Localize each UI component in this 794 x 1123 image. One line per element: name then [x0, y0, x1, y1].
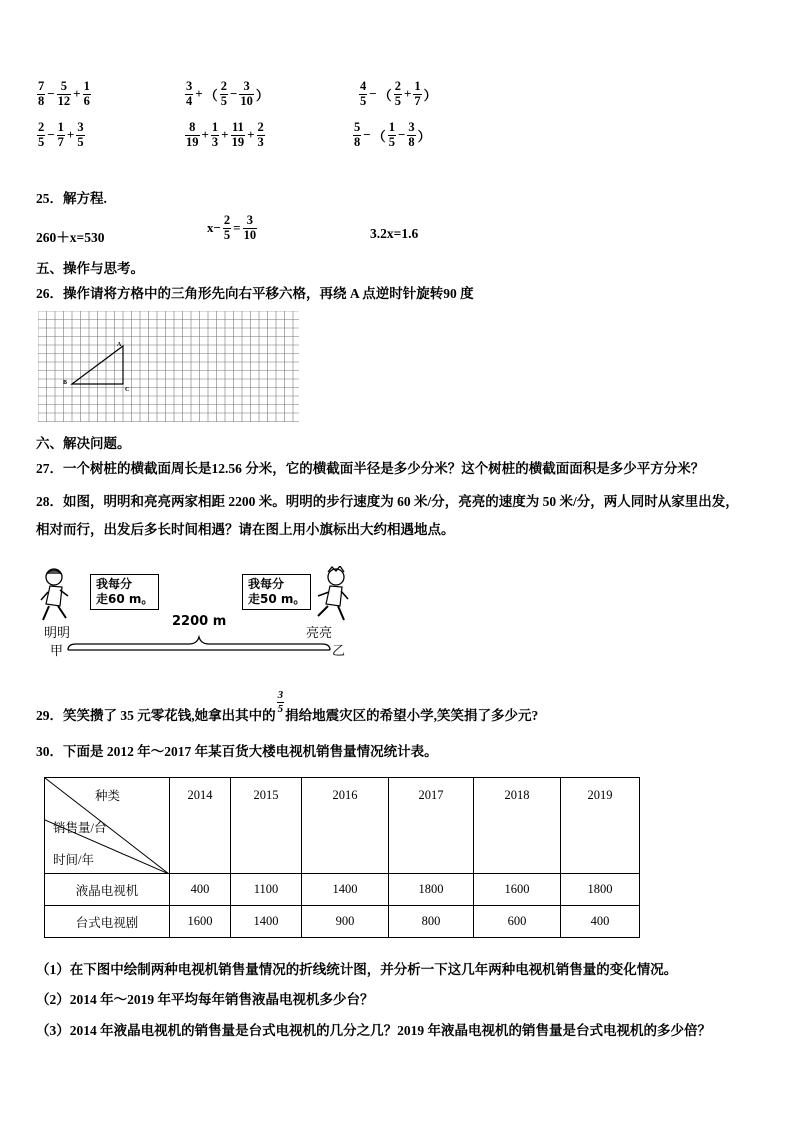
table-cell: 600: [474, 906, 561, 938]
fraction: $\frac{3}{5}$: [277, 689, 284, 715]
table-cell: 1400: [231, 906, 302, 938]
year-header: 2016: [302, 778, 389, 874]
end-label-jia: 甲: [50, 644, 64, 659]
fraction: $\frac{2}{5}$: [220, 79, 227, 108]
fraction: $\frac{3}{10}$: [243, 213, 257, 242]
speech-bubble-right: 我每分 走50 m。: [242, 574, 311, 610]
q29-text: 29．笑笑攒了 35 元零花钱,她拿出其中的 $\frac{3}{5}$ 捐给地震灾区的希望小学,笑笑捐了多少元?: [36, 689, 539, 723]
table-cell: 400: [170, 874, 231, 906]
header-sales: 销售量/台: [53, 821, 107, 835]
fraction: $\frac{3}{10}$: [240, 79, 253, 108]
boy-right-icon: [312, 566, 352, 626]
fraction: $\frac{1}{6}$: [83, 79, 90, 108]
table-cell: 1800: [561, 874, 640, 906]
calc-expr-1: $\frac{7}{8}$ − $\frac{5}{12}$ + $\frac{1}{6}$: [38, 79, 90, 108]
table-cell: 1600: [170, 906, 231, 938]
grid-figure: [38, 311, 300, 423]
section-5-heading: 五、操作与思考。: [36, 261, 144, 276]
table-cell: 1800: [389, 874, 474, 906]
calc-expr-3: $\frac{4}{5}$ − （ $\frac{2}{5}$ + $\frac{1}{7}$ ）: [360, 79, 437, 108]
boy-left-icon: [40, 566, 72, 626]
speech-bubble-left: 我每分 走60 m。: [90, 574, 159, 610]
header-kind: 种类: [95, 789, 121, 803]
label-c: C: [125, 387, 130, 393]
table-row: [45, 874, 640, 906]
end-label-yi: 乙: [332, 644, 346, 659]
q25-equation-2: x− $\frac{2}{5}$ = $\frac{3}{10}$: [207, 213, 257, 242]
sub-question-2: （2）2014 年～2019 年平均每年销售液晶电视机多少台？: [36, 992, 374, 1007]
fraction: $\frac{5}{8}$: [354, 120, 361, 149]
table-cell: 1400: [302, 874, 389, 906]
fraction: $\frac{3}{4}$: [186, 79, 193, 108]
table-row: [45, 906, 640, 938]
q26-text: 26．操作请将方格中的三角形先向右平移六格，再绕 A 点逆时针旋转90 度: [36, 286, 474, 301]
section-6-heading: 六、解决问题。: [36, 436, 131, 451]
fraction: $\frac{2}{5}$: [38, 120, 45, 149]
year-header: 2019: [561, 778, 640, 874]
table-cell: 400: [561, 906, 640, 938]
sub-question-1: （1）在下图中绘制两种电视机销售量情况的折线统计图，并分析一下这几年两种电视机销售量的变化情况。: [36, 962, 678, 977]
distance-label: 2200 m: [172, 614, 227, 629]
name-mingming: 明明: [44, 626, 71, 641]
fraction: $\frac{2}{5}$: [394, 79, 401, 108]
table-cell: 1600: [474, 874, 561, 906]
fraction: $\frac{4}{5}$: [360, 79, 367, 108]
q25-title: 25．解方程.: [36, 191, 107, 206]
table-cell: 900: [302, 906, 389, 938]
table-cell: 800: [389, 906, 474, 938]
fraction: $\frac{3}{8}$: [408, 120, 415, 149]
fraction: $\frac{1}{7}$: [414, 79, 421, 108]
year-header: 2015: [231, 778, 302, 874]
q28-text-line1: 28．如图，明明和亮亮两家相距 2200 米。明明的步行速度为 60 米/分，亮亮的速度为 50 米/分，两人同时从家里出发，: [36, 494, 739, 509]
row-label: 液晶电视机: [45, 874, 170, 906]
header-time: 时间/年: [53, 853, 94, 867]
year-header: 2017: [389, 778, 474, 874]
sub-question-3: （3）2014 年液晶电视机的销售量是台式电视机的几分之几？2019 年液晶电视机的销售量是台式电视机的多少倍？: [36, 1023, 711, 1038]
q30-text: 30．下面是 2012 年～2017 年某百货大楼电视机销售量情况统计表。: [36, 744, 438, 759]
calc-expr-2: $\frac{3}{4}$ + （ $\frac{2}{5}$ − $\frac{3}{10}$ ）: [186, 79, 269, 108]
q25-equation-3: 3.2x=1.6: [370, 226, 419, 241]
sales-table: [44, 777, 640, 938]
table-cell: 1100: [231, 874, 302, 906]
year-header: 2014: [170, 778, 231, 874]
label-b: B: [63, 380, 68, 386]
fraction: $\frac{11}{19}$: [231, 120, 245, 149]
fraction: $\frac{2}{3}$: [257, 120, 264, 149]
fraction: $\frac{5}{12}$: [57, 79, 71, 108]
fraction: $\frac{7}{8}$: [38, 79, 45, 108]
fraction: $\frac{1}{7}$: [57, 120, 64, 149]
name-liangliang: 亮亮: [306, 626, 333, 641]
distance-brace: [66, 634, 332, 654]
fraction: $\frac{8}{19}$: [186, 120, 199, 149]
fraction: $\frac{2}{5}$: [223, 213, 231, 242]
q25-equation-1: 260＋x=530: [36, 230, 105, 245]
label-a: A: [117, 342, 122, 348]
fraction: $\frac{3}{5}$: [77, 120, 84, 149]
calc-expr-5: $\frac{8}{19}$ + $\frac{1}{3}$ + $\frac{11}{19}$ + $\frac{2}{3}$: [186, 120, 264, 149]
diagonal-header-cell: [45, 778, 170, 874]
fraction: $\frac{1}{5}$: [388, 120, 395, 149]
q28-text-line2: 相对而行，出发后多长时间相遇？请在图上用小旗标出大约相遇地点。: [36, 522, 455, 537]
year-header: 2018: [474, 778, 561, 874]
calc-expr-6: $\frac{5}{8}$ − （ $\frac{1}{5}$ − $\frac{3}{8}$ ）: [354, 120, 431, 149]
row-label: 台式电视剧: [45, 906, 170, 938]
q27-text: 27．一个树桩的横截面周长是12.56 分米，它的横截面半径是多少分米？这个树桩的横截面面积是多少平方分米？: [36, 461, 705, 476]
calc-expr-4: $\frac{2}{5}$ − $\frac{1}{7}$ + $\frac{3}{5}$: [38, 120, 84, 149]
q28-figure: [36, 562, 366, 662]
fraction: $\frac{1}{3}$: [211, 120, 219, 149]
